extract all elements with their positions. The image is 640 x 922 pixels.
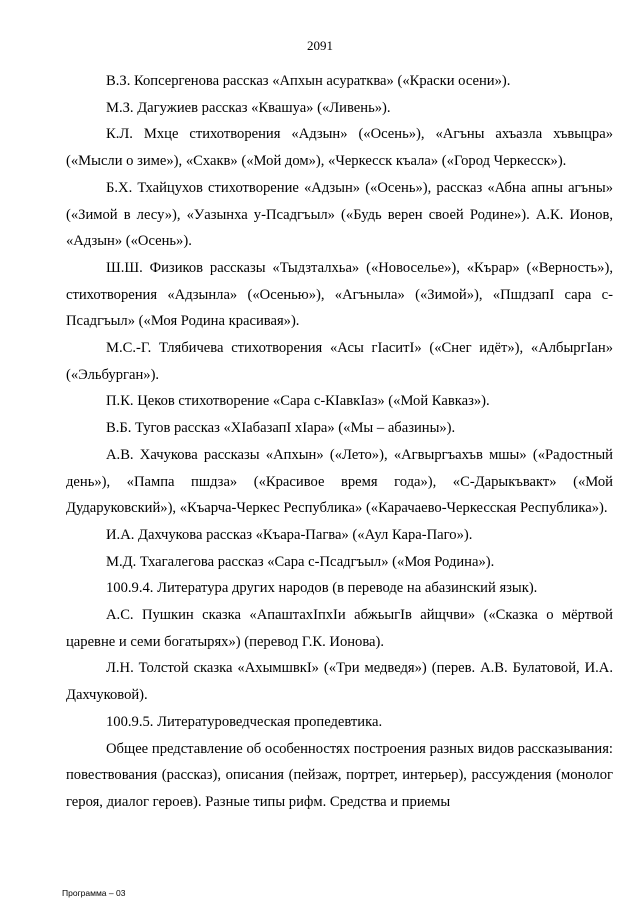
paragraph: И.А. Дахчукова рассказ «Къара-Пагва» («Аул Кара-Паго»).: [106, 526, 473, 543]
paragraph: М.З. Дагужиев рассказ «Квашуа» («Ливень»).: [106, 99, 391, 116]
paragraph: В.Б. Тугов рассказ «ХIабазапI хIара» («Мы – абазины»).: [106, 420, 456, 437]
paragraph: Л.Н. Толстой сказка «АхымшвкI» («Три медведя») (перев. А.В. Булатовой, И.А. Дахчуковой).: [66, 660, 613, 704]
body-text: [66, 68, 613, 816]
page-number: 2091: [307, 38, 333, 53]
paragraph: М.Д. Тхагалегова рассказ «Сара с-Псадгъыл» («Моя Родина»).: [106, 553, 495, 570]
paragraph: К.Л. Мхце стихотворения «Адзын» («Осень»), «Агъны ахъазла хъвыцра» («Мысли о зиме»), «Схакв» («Мой дом»), «Черкесск къала» («Город Черкесск»).: [66, 126, 613, 170]
paragraph: А.В. Хачукова рассказы «Апхын» («Лето»), «Агвыргъахъв мшы» («Радостный день»), «Пампа пшдза» («Красивое время года»), «С-Дарыкъвакт» («Мой Дударуковский»), «Къарча-Черкес Республика» («Карачаево-Черкесская Республика»).: [66, 446, 613, 517]
section-heading: 100.9.5. Литературоведческая пропедевтика.: [106, 713, 383, 730]
paragraph: П.К. Цеков стихотворение «Сара с-КIавкIаз» («Мой Кавказ»).: [106, 393, 490, 410]
paragraph: Б.Х. Тхайцухов стихотворение «Адзын» («Осень»), рассказ «Абна апны агъны» («Зимой в лесу»), «Уазынха у-Псадгъыл» («Будь верен своей Родине»). А.К. Ионов, «Адзын» («Осень»).: [66, 179, 613, 250]
paragraph: В.З. Копсергенова рассказ «Апхын асуратква» («Краски осени»).: [106, 73, 511, 89]
paragraph: А.С. Пушкин сказка «АпаштахIпхIи абжьыгIв айщчви» («Сказка о мёртвой царевне и семи богатырях») (перевод Г.К. Ионова).: [66, 607, 613, 650]
paragraph: М.С.-Г. Тлябичева стихотворения «Асы гIаситI» («Снег идёт»), «АлбыргIан» («Эльбурган»).: [66, 340, 613, 383]
paragraph: Ш.Ш. Физиков рассказы «Тыдзталхьа» («Новоселье»), «Кърар» («Верность»), стихотворения «Адзынла» («Осенью»), «Агъныла» («Зимой»), «ПшдзапI сара с-Псадгъыл» («Моя Родина красивая»).: [66, 259, 613, 330]
footer-label: Программа – 03: [62, 888, 126, 898]
paragraph: Общее представление об особенностях построения разных видов рассказывания: повествования (рассказ), описания (пейзаж, портрет, интерьер), рассуждения (монолог героя, диалог героев). Разные типы рифм. Средства и приемы: [66, 740, 613, 810]
section-heading: 100.9.4. Литература других народов (в переводе на абазинский язык).: [106, 580, 538, 597]
